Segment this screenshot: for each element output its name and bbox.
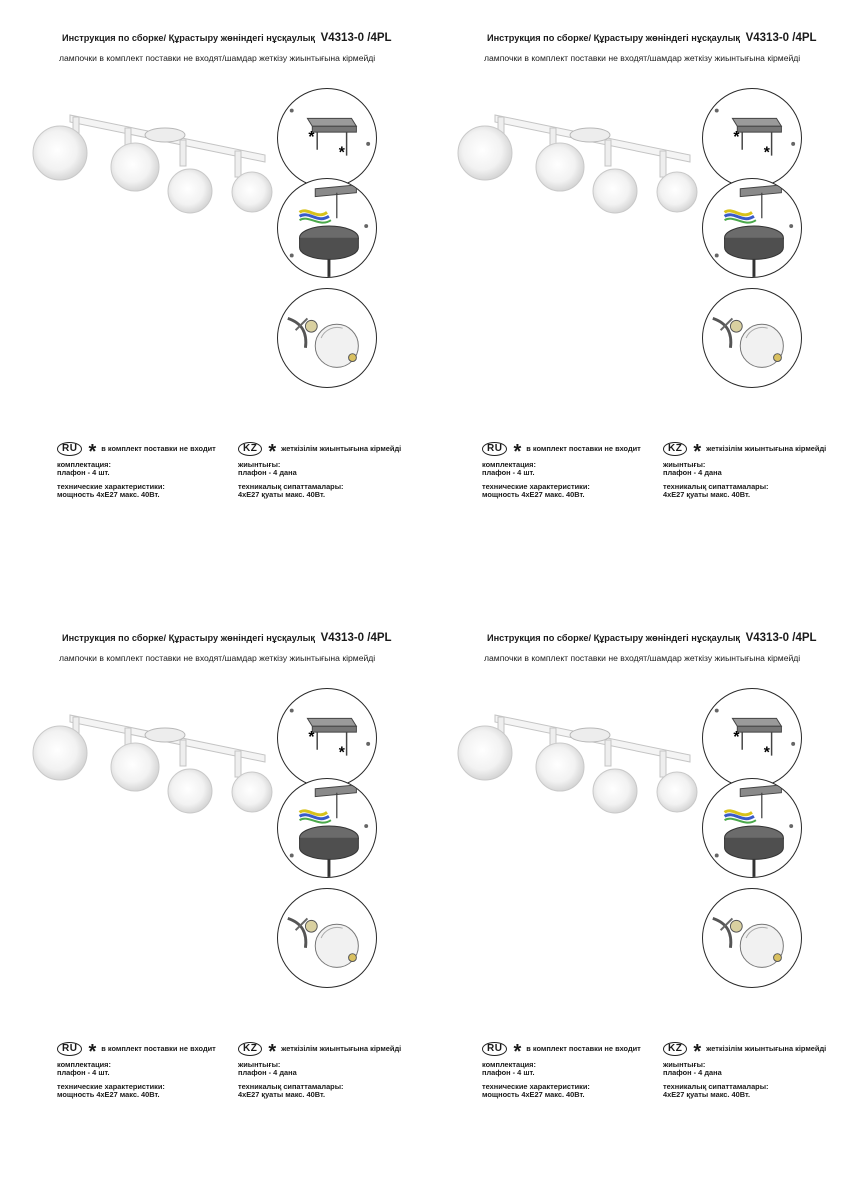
diagram-star: * <box>763 744 770 762</box>
info-block-kz <box>663 442 826 500</box>
star-icon: * <box>88 1041 97 1063</box>
ru-spec-label: технические характеристики: <box>482 1081 590 1091</box>
fixture-illustration <box>25 695 285 825</box>
ru-badge: RU <box>482 1042 507 1056</box>
kz-kit-value: плафон - 4 дана <box>238 1068 297 1078</box>
ru-spec-value: мощность 4хЕ27 макс. 40Вт. <box>482 1090 585 1100</box>
ru-badge: RU <box>57 442 82 456</box>
kz-kit-label: жиынтығы: <box>238 460 281 469</box>
diagram-star: * <box>733 128 740 146</box>
model-number: V4313-0 /4PL <box>745 32 817 44</box>
ru-kit-label: комплектация: <box>57 460 111 469</box>
kz-kit-label: жиынтығы: <box>663 1060 706 1069</box>
diagram-star: * <box>338 744 345 762</box>
star-icon: * <box>693 1041 702 1063</box>
info-block-ru <box>57 1042 216 1100</box>
ru-not-included-note: в комплект поставки не входит <box>101 443 216 453</box>
fixture-illustration <box>450 95 710 225</box>
ru-kit-value: плафон - 4 шт. <box>482 1068 535 1078</box>
model-number: V4313-0 /4PL <box>320 632 392 644</box>
shade-installation-detail <box>702 888 802 988</box>
info-block-kz <box>663 1042 826 1100</box>
kz-kit-label: жиынтығы: <box>238 1060 281 1069</box>
instruction-panel <box>425 600 849 1200</box>
kz-badge: KZ <box>238 442 262 456</box>
info-block-kz <box>238 442 401 500</box>
kz-not-included-note: жеткізілім жиынтығына кірмейді <box>281 1043 402 1053</box>
diagram-star: * <box>308 128 315 146</box>
ru-kit-label: комплектация: <box>57 1060 111 1069</box>
diagram-star: * <box>308 728 315 746</box>
ru-spec-value: мощность 4хЕ27 макс. 40Вт. <box>57 1090 160 1100</box>
kz-spec-label: техникалық сипаттамалары: <box>238 1081 344 1091</box>
ru-not-included-note: в комплект поставки не входит <box>526 443 641 453</box>
diagram-star: * <box>763 144 770 162</box>
bulbs-not-included-note: лампочки в комплект поставки не входят/шамдар жеткізу жиынтығына кірмейді <box>59 653 376 663</box>
ru-not-included-note: в комплект поставки не входит <box>101 1043 216 1053</box>
wiring-detail <box>702 178 802 278</box>
ru-kit-label: комплектация: <box>482 460 536 469</box>
kz-not-included-note: жеткізілім жиынтығына кірмейді <box>706 443 827 453</box>
instruction-title <box>62 32 392 44</box>
kz-not-included-note: жеткізілім жиынтығына кірмейді <box>281 443 402 453</box>
fixture-illustration <box>25 95 285 225</box>
wiring-detail <box>702 778 802 878</box>
instruction-panel <box>0 0 424 600</box>
mounting-bracket-detail <box>277 88 377 188</box>
info-block-ru <box>482 1042 641 1100</box>
info-block-ru <box>482 442 641 500</box>
ru-kit-value: плафон - 4 шт. <box>57 468 110 478</box>
diagram-star: * <box>733 728 740 746</box>
model-number: V4313-0 /4PL <box>745 632 817 644</box>
kz-spec-label: техникалық сипаттамалары: <box>238 481 344 491</box>
wiring-detail <box>277 778 377 878</box>
instruction-title <box>487 632 817 644</box>
shade-installation-detail <box>277 288 377 388</box>
mounting-bracket-detail <box>702 88 802 188</box>
kz-spec-value: 4хЕ27 қуаты макс. 40Вт. <box>238 490 326 500</box>
kz-spec-value: 4хЕ27 қуаты макс. 40Вт. <box>238 1090 326 1100</box>
kz-badge: KZ <box>663 442 687 456</box>
star-icon: * <box>693 441 702 463</box>
ru-kit-label: комплектация: <box>482 1060 536 1069</box>
shade-installation-detail <box>702 288 802 388</box>
title-text: Инструкция по сборке/ Құрастыру жөніндегі нұсқаулық <box>487 33 741 43</box>
instruction-title <box>487 32 817 44</box>
kz-spec-label: техникалық сипаттамалары: <box>663 481 769 491</box>
ru-badge: RU <box>57 1042 82 1056</box>
instruction-panel <box>425 0 849 600</box>
kz-kit-value: плафон - 4 дана <box>663 468 722 478</box>
instruction-panel <box>0 600 424 1200</box>
title-text: Инструкция по сборке/ Құрастыру жөніндегі нұсқаулық <box>487 633 741 643</box>
shade-installation-detail <box>277 888 377 988</box>
diagram-star: * <box>338 144 345 162</box>
kz-kit-label: жиынтығы: <box>663 460 706 469</box>
kz-not-included-note: жеткізілім жиынтығына кірмейді <box>706 1043 827 1053</box>
ru-spec-label: технические характеристики: <box>57 481 165 491</box>
title-text: Инструкция по сборке/ Құрастыру жөніндегі нұсқаулық <box>62 633 316 643</box>
info-block-ru <box>57 442 216 500</box>
star-icon: * <box>268 441 277 463</box>
model-number: V4313-0 /4PL <box>320 32 392 44</box>
ru-spec-value: мощность 4хЕ27 макс. 40Вт. <box>482 490 585 500</box>
ru-kit-value: плафон - 4 шт. <box>57 1068 110 1078</box>
wiring-detail <box>277 178 377 278</box>
ru-spec-label: технические характеристики: <box>482 481 590 491</box>
kz-badge: KZ <box>238 1042 262 1056</box>
instruction-title <box>62 632 392 644</box>
star-icon: * <box>268 1041 277 1063</box>
ru-not-included-note: в комплект поставки не входит <box>526 1043 641 1053</box>
fixture-illustration <box>450 695 710 825</box>
mounting-bracket-detail <box>702 688 802 788</box>
kz-spec-value: 4хЕ27 қуаты макс. 40Вт. <box>663 490 751 500</box>
ru-badge: RU <box>482 442 507 456</box>
ru-kit-value: плафон - 4 шт. <box>482 468 535 478</box>
bulbs-not-included-note: лампочки в комплект поставки не входят/шамдар жеткізу жиынтығына кірмейді <box>484 53 801 63</box>
star-icon: * <box>513 441 522 463</box>
kz-kit-value: плафон - 4 дана <box>238 468 297 478</box>
bulbs-not-included-note: лампочки в комплект поставки не входят/шамдар жеткізу жиынтығына кірмейді <box>484 653 801 663</box>
ru-spec-value: мощность 4хЕ27 макс. 40Вт. <box>57 490 160 500</box>
kz-badge: KZ <box>663 1042 687 1056</box>
info-block-kz <box>238 1042 401 1100</box>
star-icon: * <box>513 1041 522 1063</box>
kz-spec-value: 4хЕ27 қуаты макс. 40Вт. <box>663 1090 751 1100</box>
kz-spec-label: техникалық сипаттамалары: <box>663 1081 769 1091</box>
bulbs-not-included-note: лампочки в комплект поставки не входят/шамдар жеткізу жиынтығына кірмейді <box>59 53 376 63</box>
title-text: Инструкция по сборке/ Құрастыру жөніндегі нұсқаулық <box>62 33 316 43</box>
ru-spec-label: технические характеристики: <box>57 1081 165 1091</box>
star-icon: * <box>88 441 97 463</box>
kz-kit-value: плафон - 4 дана <box>663 1068 722 1078</box>
mounting-bracket-detail <box>277 688 377 788</box>
